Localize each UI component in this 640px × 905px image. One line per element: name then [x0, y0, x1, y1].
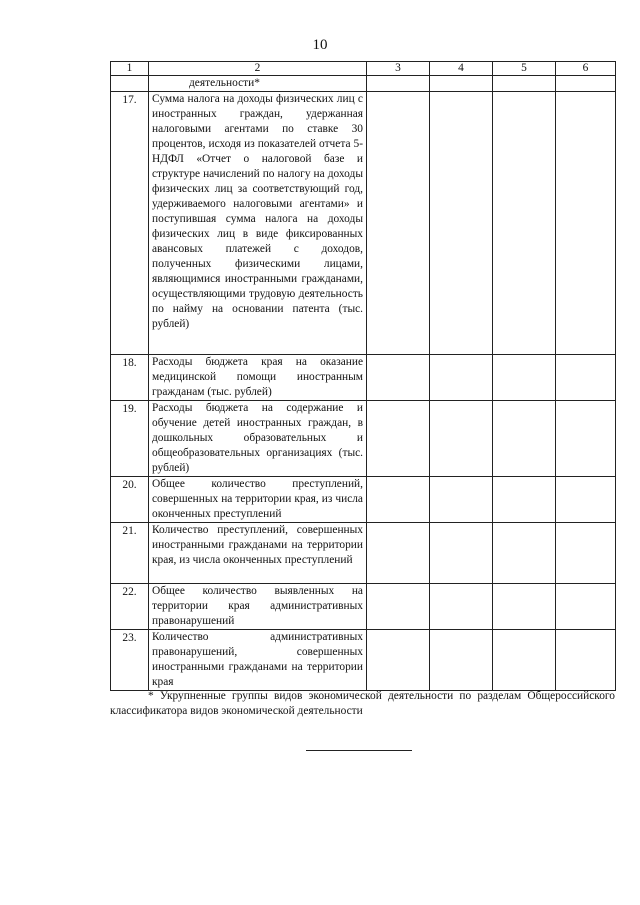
empty-cell — [430, 630, 493, 691]
empty-cell — [556, 355, 616, 401]
row-text: Общее количество преступлений, совершенных на территории края, из числа оконченных преступлений — [149, 477, 367, 523]
footnote: * Укрупненные группы видов экономической деятельности по разделам Общероссийского классификатора видов экономической деятельности — [110, 690, 615, 717]
indicators-table — [110, 61, 616, 691]
row-number: 22. — [111, 584, 149, 630]
empty-cell — [556, 76, 616, 92]
column-header: 5 — [493, 62, 556, 76]
empty-cell — [556, 92, 616, 355]
empty-cell — [367, 92, 430, 355]
empty-cell — [367, 76, 430, 92]
row-number: 19. — [111, 401, 149, 477]
column-header: 2 — [149, 62, 367, 76]
table-row — [111, 401, 616, 477]
table-row — [111, 523, 616, 584]
empty-cell — [430, 76, 493, 92]
empty-cell — [556, 401, 616, 477]
empty-cell — [556, 584, 616, 630]
row-text: деятельности* — [149, 76, 367, 92]
column-header: 4 — [430, 62, 493, 76]
table-header-row — [111, 62, 616, 76]
table-row — [111, 76, 616, 92]
empty-cell — [556, 630, 616, 691]
empty-cell — [367, 401, 430, 477]
empty-cell — [493, 523, 556, 584]
empty-cell — [556, 477, 616, 523]
row-text: Расходы бюджета на содержание и обучение детей иностранных граждан, в дошкольных образовательных и общеобразовательных организациях (тыс. рублей) — [149, 401, 367, 477]
column-header: 6 — [556, 62, 616, 76]
empty-cell — [556, 523, 616, 584]
empty-cell — [367, 523, 430, 584]
empty-cell — [493, 630, 556, 691]
empty-cell — [367, 630, 430, 691]
row-text: Расходы бюджета края на оказание медицинской помощи иностранным гражданам (тыс. рублей) — [149, 355, 367, 401]
empty-cell — [430, 477, 493, 523]
row-number: 18. — [111, 355, 149, 401]
empty-cell — [430, 401, 493, 477]
table-row — [111, 477, 616, 523]
row-number: 20. — [111, 477, 149, 523]
page-number: 10 — [312, 37, 328, 53]
empty-cell — [493, 76, 556, 92]
row-text: Общее количество выявленных на территории края административных правонарушений — [149, 584, 367, 630]
empty-cell — [493, 584, 556, 630]
empty-cell — [367, 355, 430, 401]
empty-cell — [430, 355, 493, 401]
table-row — [111, 355, 616, 401]
column-header: 3 — [367, 62, 430, 76]
closing-rule — [306, 750, 412, 751]
empty-cell — [367, 477, 430, 523]
row-text: Сумма налога на доходы физических лиц с иностранных граждан, удержанная налоговыми агентами по ставке 30 процентов, исходя из показателей отчета 5-НДФЛ «Отчет о налоговой базе и структуре начислений по налогу на доходы физических лиц за соответствующий год, удерживаемого налоговыми агентами» и поступившая сумма налога на доходы физических лиц в виде фиксированных авансовых платежей с доходов, полученных физическими лицами, являющимися иностранными гражданами, осуществляющими трудовую деятельность по найму на основании патента (тыс. рублей) — [149, 92, 367, 355]
empty-cell — [493, 92, 556, 355]
empty-cell — [493, 401, 556, 477]
empty-cell — [493, 477, 556, 523]
empty-cell — [430, 523, 493, 584]
empty-cell — [367, 584, 430, 630]
empty-cell — [493, 355, 556, 401]
table-row — [111, 630, 616, 691]
row-number: 23. — [111, 630, 149, 691]
empty-cell — [430, 584, 493, 630]
column-header: 1 — [111, 62, 149, 76]
row-number: 17. — [111, 92, 149, 355]
row-text: Количество административных правонарушений, совершенных иностранными гражданами на территории края — [149, 630, 367, 691]
table-row — [111, 584, 616, 630]
empty-cell — [430, 92, 493, 355]
row-number: 21. — [111, 523, 149, 584]
row-text: Количество преступлений, совершенных иностранными гражданами на территории края, из числа оконченных преступлений — [149, 523, 367, 584]
table-row — [111, 92, 616, 355]
